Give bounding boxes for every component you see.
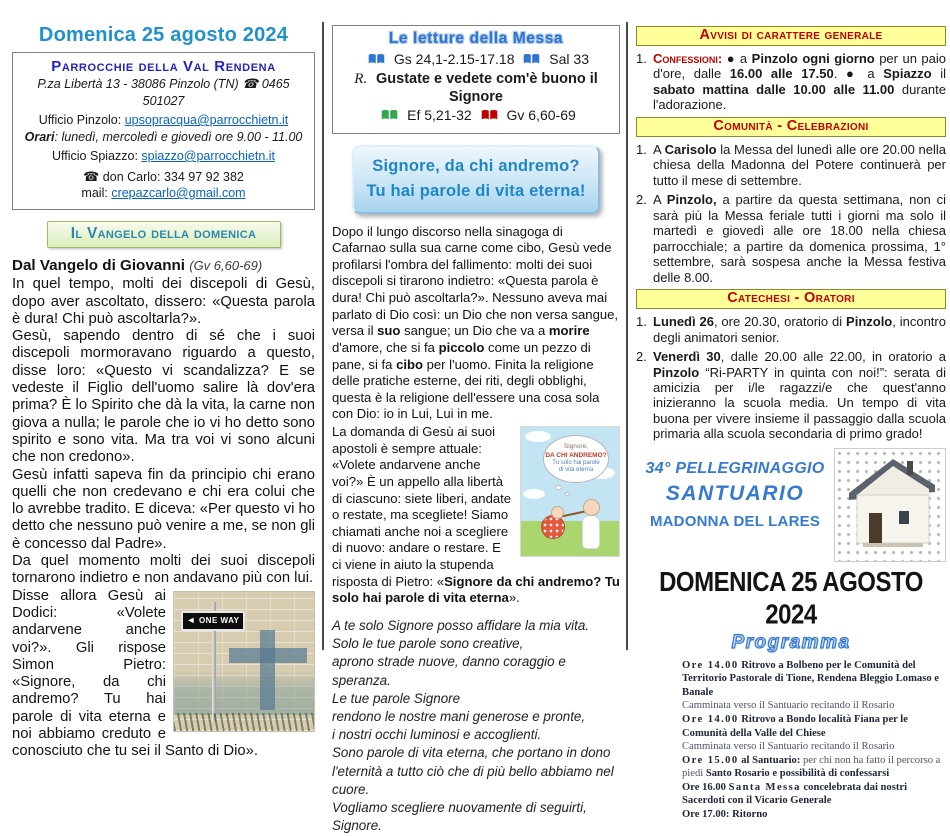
- item-number: 1.: [636, 51, 647, 66]
- program-line: Camminata verso il Santuario recitando il Rosario: [682, 741, 895, 753]
- prayer-block: [332, 617, 620, 836]
- mail-line: [17, 185, 310, 202]
- email-link-don-carlo[interactable]: crepazcarlo@gmail.com: [111, 186, 246, 200]
- list-item: [636, 142, 946, 188]
- section-header-catechesi: Catechesi - Oratori: [636, 289, 946, 309]
- readings-line-1: [335, 51, 617, 68]
- item-text: A Carisolo la Messa del lunedì alle ore 20.00 nella chiesa della Madonna del Potere continuerà per tutto il mese di settembre.: [653, 141, 946, 188]
- cloud: [525, 431, 551, 442]
- bubble-text: Signore,: [563, 443, 589, 451]
- cross-shadow-vertical: [260, 630, 275, 710]
- pilgrimage-line-2: SANTUARIO: [665, 481, 805, 505]
- prayer-line: aprono strade nuove, danno coraggio e speranza.: [332, 654, 566, 688]
- programma-label: Programma: [731, 631, 851, 653]
- parish-phone: 0465 501027: [142, 77, 290, 108]
- bubble-trail: [565, 492, 570, 496]
- commentary-paragraph-2-wrap: [332, 424, 620, 607]
- list-item: [636, 314, 946, 345]
- prayer-line: Solo le tue parole sono creative,: [332, 636, 524, 652]
- responsorial-line: [335, 70, 617, 105]
- section-header-avvisi: Avvisi di carattere generale: [636, 26, 946, 46]
- section-header-comunita: Comunità - Celebrazioni: [636, 117, 946, 137]
- office-pinzolo-line: [17, 112, 310, 129]
- bubble-text: Tu solo hai parole: [552, 459, 600, 466]
- pilgrimage-line-1: 34° PELLEGRINAGGIO: [645, 459, 825, 477]
- pilgrimage-title: [636, 448, 834, 530]
- book-icon: [481, 108, 498, 124]
- section-header-vangelo: Il Vangelo della domenica: [47, 221, 281, 248]
- office-hours-line: Orari: lunedì, mercoledì e giovedì ore 9.00 - 11.00: [24, 129, 303, 144]
- item-number: 1.: [636, 141, 647, 157]
- prayer-line: Sono parole di vita eterna, che portano in dono: [332, 745, 611, 761]
- book-icon: [381, 108, 398, 124]
- quote-box: [352, 145, 600, 214]
- arrow-left-icon: ◄: [186, 615, 196, 626]
- item-text: Lunedì 26, ore 20.30, oratorio di Pinzolo, incontro degli animatori senior.: [653, 314, 946, 345]
- sanctuary-photo: [834, 448, 946, 562]
- program-line: Ore 14.00 Ritrovo a Bolbeno per le Comunità del Territorio Pastorale di Tione, Rendena Bleggio Lomaso e Banale: [682, 659, 939, 698]
- prayer-line: l'eternità a tutto ciò che di più bello abbiamo nel cuore.: [332, 763, 614, 797]
- left-column: [12, 24, 315, 761]
- grass-strip: [174, 713, 314, 731]
- commentary-paragraph-1: Dopo il lungo discorso nella sinagoga di Cafarnao sulla sua carne come cibo, Gesù vede profilarsi l'ombra del fallimento: molti dei suoi discepoli si tirarono indietro: «Questa parola è dura! Chi può ascoltarla?». Nessuno aveva mai parlato di Dio così: un Dio che non versa sangue, versa il suo sangue; un Dio che va a morire d'amore, che si fa piccolo come un pezzo di pane, si fa cibo per l'uomo. Finita la religione delle pratiche esterne, dei riti, degli obblighi, questa è la religione dell'essere una cosa sola con Dio: io in Lui, Lui in me.: [332, 223, 619, 422]
- program-line: Ore 17.00: Ritorno: [682, 808, 768, 820]
- wall-stain: [174, 671, 314, 715]
- readings-line-2: [335, 107, 617, 124]
- office-pinzolo-label: Ufficio Pinzolo:: [38, 113, 122, 127]
- polka-dot-bundle: [541, 515, 565, 539]
- item-number: 2.: [636, 349, 647, 365]
- cloud: [523, 489, 545, 499]
- pilgrimage-line-3: MADONNA DEL LARES: [649, 512, 821, 530]
- commentary-paragraph-2: La domanda di Gesù ai suoi apostoli è sempre attuale: «Volete andarvene anche voi?» È un appello alla libertà di ciascuno: siete liberi, andate o restate, ma scegliete! Siamo chiamati anche noi a scegliere di nuovo: andare o restare. E ci viene in aiuto la stupenda risposta di Pietro: «Signore da chi andremo? Tu solo hai parole di vita eterna».: [332, 424, 620, 606]
- item-text: Confessioni: ● a Pinzolo ogni giorno per un paio d'ore, dalle 16.00 alle 17.50. ● a Spiazzo il sabato mattina dalle 10.00 alle 11.00 durante l'adorazione.: [653, 51, 947, 113]
- item-text: A Pinzolo, a partire da questa settimana, non ci sarà più la Messa feriale tutti i giorni ma solo il martedì e giovedì alle ore 18.00 nella chiesa parrocchiale; a partire da domenica prossima, 1° settembre, sarà sospesa anche la Messa festiva delle 8.00.: [653, 192, 946, 285]
- gospel-last-paragraph-wrap: [12, 588, 315, 761]
- chapel-graphic: [835, 449, 947, 563]
- readings-box: [332, 25, 620, 134]
- cartoon-illustration: [520, 426, 620, 557]
- one-way-sign-text: ONE WAY: [198, 615, 240, 625]
- figure-body: [582, 515, 600, 549]
- gospel-paragraph: Da quel momento molti dei suoi discepoli tornarono indietro e non andavano più con lui.: [12, 553, 315, 587]
- pilgrimage-block: [636, 448, 946, 562]
- right-column: [636, 26, 946, 821]
- book-icon: [523, 52, 540, 68]
- one-way-sign: [181, 611, 245, 631]
- column-divider-left: [322, 22, 324, 650]
- gospel-paragraph: In quel tempo, molti dei discepoli di Gesù, dopo aver ascoltato, dissero: «Questa parola è dura! Chi può ascoltarla?».: [12, 276, 315, 327]
- phone-icon: ☎: [242, 76, 259, 91]
- gospel-paragraph: Gesù, sapendo dentro di sé che i suoi discepoli mormoravano riguardo a questo, disse loro: «Questo vi scandalizza? E se vedeste il Figlio dell'uomo salire là dov'era prima? È lo Spirito che dà la vita, la carne non giova a nulla; le parole che io vi ho detto sono spirito e sono vita. Ma tra voi vi sono alcuni che non credono».: [12, 328, 315, 466]
- email-link-spiazzo[interactable]: spiazzo@parrocchietn.it: [141, 149, 275, 163]
- list-item: [636, 192, 946, 285]
- item-text: Venerdì 30, dalle 20.00 alle 22.00, in oratorio a Pinzolo “Ri-PARTY in quinta con noi!”: serata di amicizia per i/le ragazzi/e che quest'anno inizieranno la scuola media. Un tempo di vita buona per vivere insieme il passaggio dalla scuola primaria alla scuola secondaria di primo grado!: [653, 349, 946, 442]
- reading-ref: Gs 24,1-2.15-17.18: [393, 51, 515, 67]
- readings-title: Le letture della Messa: [388, 30, 564, 47]
- parish-address: P.za Libertà 13 - 38086 Pinzolo (TN): [37, 77, 239, 91]
- gospel-paragraph: Gesù infatti sapeva fin da principio chi erano quelli che non credevano e chi era colui che lo avrebbe tradito. E diceva: «Per questo vi ho detto che nessuno può venire a me, se non gli è concesso dal Padre».: [12, 466, 315, 552]
- parish-address-line: [17, 75, 310, 109]
- parish-title: Parrocchie della Val Rendena: [51, 58, 276, 75]
- mail-label: mail:: [81, 186, 108, 200]
- bubble-trail: [555, 485, 562, 490]
- responsorial-label: R.: [354, 71, 368, 87]
- gospel-heading: Dal Vangelo di Giovanni (Gv 6,60-69): [12, 256, 263, 274]
- program-line: Camminata verso il Santuario recitando il Rosario: [682, 700, 895, 712]
- bubble-text: DA CHI ANDREMO?: [545, 451, 607, 459]
- prayer-line: Vogliamo scegliere nuovamente di seguirti, Signore.: [332, 800, 587, 834]
- phone-icon: ☎: [83, 168, 100, 184]
- prayer-line: Le tue parole Signore: [332, 690, 461, 706]
- program-line: Ore 16.00 Santa Messa concelebrata dai nostri Sacerdoti con il Vicario Generale: [682, 781, 908, 807]
- bubble-text: di vita eterna: [558, 467, 594, 474]
- reading-ref: Gv 6,60-69: [506, 107, 576, 123]
- bundle-head: [551, 506, 564, 519]
- reading-ref: Ef 5,21-32: [407, 107, 472, 123]
- reading-ref: Sal 33: [549, 51, 589, 67]
- program-line: Ore 15.00 al Santuario: per chi non ha fatto il percorso a piedi Santo Rosario e possibilità di confessarsi: [682, 754, 941, 780]
- item-number: 2.: [636, 192, 647, 208]
- responsorial-text: Gustate e vedete com'è buono il Signore: [376, 71, 598, 105]
- prayer-line: i nostri occhi luminosi e accoglienti.: [332, 727, 542, 743]
- program-line: Ore 14.00 Ritrovo a Bondo località Fiana per le Comunità della Valle del Chiese: [682, 714, 908, 739]
- item-number: 1.: [636, 314, 647, 330]
- gospel-text: [12, 257, 315, 761]
- parish-info-box: [12, 52, 315, 210]
- prayer-line: A te solo Signore posso affidare la mia vita.: [332, 617, 590, 633]
- list-item: [636, 51, 946, 113]
- middle-column: [332, 25, 620, 836]
- gospel-paragraph: Disse allora Gesù ai Dodici: «Volete andarvene anche voi?». Gli rispose Simon Pietro: «Signore, da chi andremo? Tu hai parole di vita eterna e noi abbiamo creduto e conosciuto che tu sei il Santo di Dio».: [12, 587, 258, 760]
- list-item: [636, 349, 946, 442]
- thought-bubble: [543, 435, 609, 483]
- don-carlo-text: don Carlo: 334 97 92 382: [102, 169, 244, 184]
- figure-head: [583, 499, 600, 516]
- book-icon: [368, 52, 385, 68]
- page-title: Domenica 25 agosto 2024: [38, 24, 289, 46]
- program-schedule: [682, 659, 946, 822]
- office-spiazzo-label: Ufficio Spiazzo:: [52, 149, 138, 163]
- pilgrimage-date: DOMENICA 25 AGOSTO 2024: [659, 566, 923, 631]
- don-carlo-line: [17, 168, 310, 186]
- office-spiazzo-line: [17, 148, 310, 165]
- column-divider-right: [626, 22, 628, 650]
- prayer-line: rendono le nostre mani generose e pronte,: [332, 708, 586, 724]
- quote-line-1: Signore, da chi andremo?: [372, 157, 580, 175]
- email-link-pinzolo[interactable]: upsopracqua@parrocchietn.it: [124, 113, 289, 127]
- quote-line-2: Tu hai parole di vita eterna!: [366, 181, 586, 200]
- cross-shadow-photo: [173, 591, 315, 732]
